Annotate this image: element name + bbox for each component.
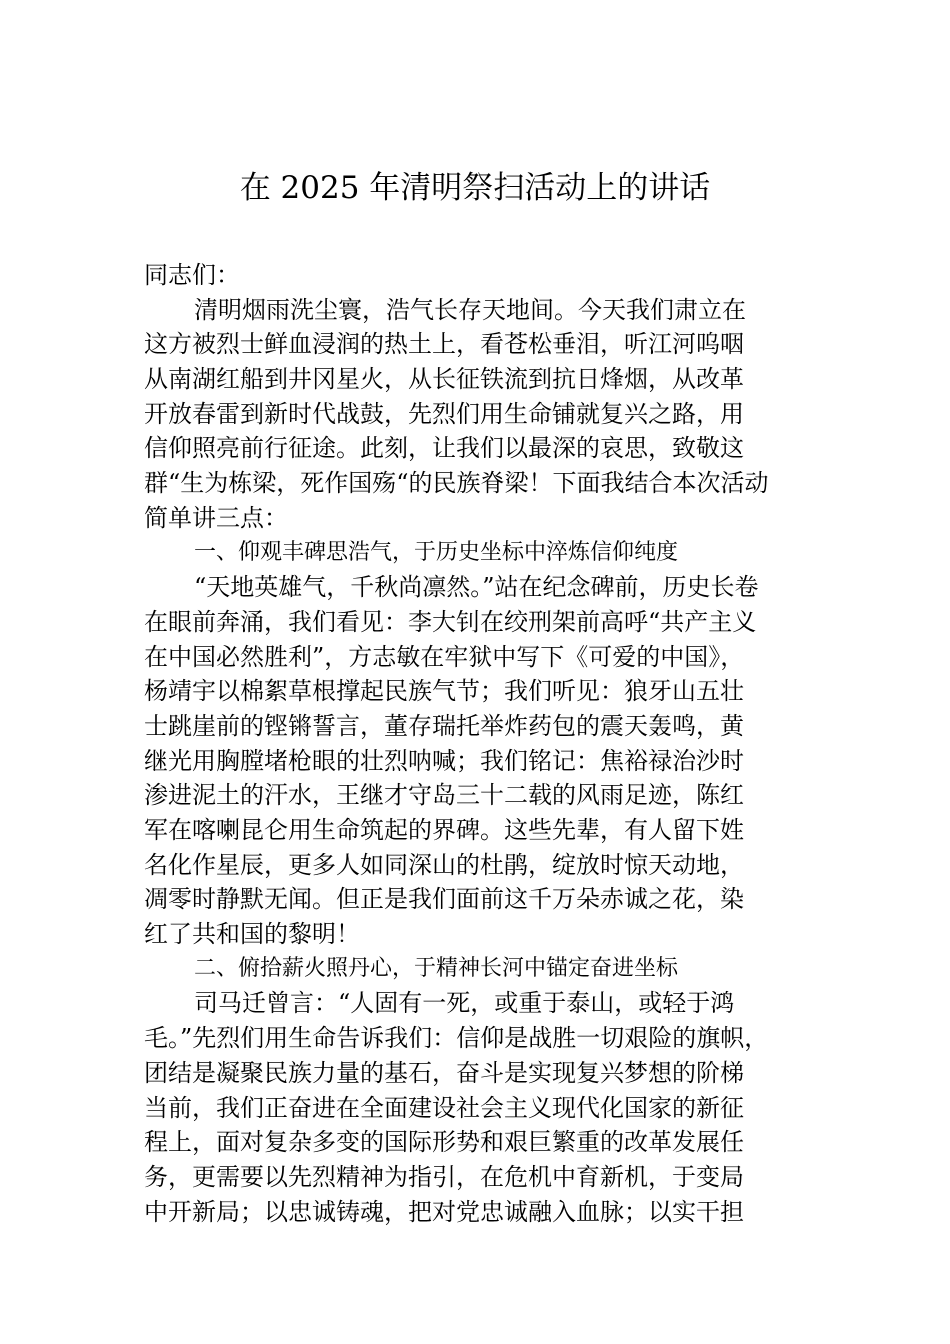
paragraph-line: 清明烟雨洗尘寰，浩气长存天地间。今天我们肃立在 — [194, 295, 746, 324]
paragraph-line: 信仰照亮前行征途。此刻，让我们以最深的哀思，致敬这 — [144, 434, 744, 463]
paragraph-line: 从南湖红船到井冈星火，从长征铁流到抗日烽烟，从改革 — [144, 365, 744, 394]
paragraph-line: 毛。”先烈们用生命告诉我们：信仰是战胜一切艰险的旗帜， — [144, 1024, 769, 1053]
paragraph-line: 程上，面对复杂多变的国际形势和艰巨繁重的改革发展任 — [144, 1128, 744, 1157]
section-heading: 一、仰观丰碑思浩气，于历史坐标中淬炼信仰纯度 — [194, 539, 679, 565]
paragraph-line: 司马迁曾言：“人固有一死，或重于泰山，或轻于鸿 — [194, 989, 735, 1018]
paragraph-line: 中开新局；以忠诚铸魂，把对党忠诚融入血脉；以实干担 — [144, 1197, 744, 1226]
document-body — [144, 258, 824, 1229]
paragraph-line: 凋零时静默无闻。但正是我们面前这千万朵赤诚之花，染 — [144, 885, 744, 914]
paragraph-line: 士跳崖前的铿锵誓言，董存瑞托举炸药包的震天轰鸣，黄 — [144, 711, 744, 740]
paragraph-line: 群“生为栋梁，死作国殇“的民族脊梁！下面我结合本次活动 — [144, 469, 769, 498]
paragraph-line: 务，更需要以先烈精神为指引，在危机中育新机，于变局 — [144, 1162, 744, 1191]
paragraph-line: 名化作星辰，更多人如同深山的杜鹃，绽放时惊天动地， — [144, 850, 744, 879]
document-title: 在 2025 年清明祭扫活动上的讲话 — [239, 170, 711, 206]
paragraph-line: “天地英雄气，千秋尚凛然。”站在纪念碑前，历史长卷 — [194, 573, 759, 602]
paragraph-line: 当前，我们正奋进在全面建设社会主义现代化国家的新征 — [144, 1093, 744, 1122]
section-heading: 二、俯拾薪火照丹心，于精神长河中锚定奋进坐标 — [194, 955, 679, 981]
paragraph-line: 简单讲三点： — [144, 503, 288, 532]
paragraph-line: 开放春雷到新时代战鼓，先烈们用生命铺就复兴之路，用 — [144, 399, 744, 428]
paragraph-line: 红了共和国的黎明！ — [144, 920, 360, 949]
paragraph-line: 团结是凝聚民族力量的基石，奋斗是实现复兴梦想的阶梯 — [144, 1058, 744, 1087]
paragraph-line: 军在喀喇昆仑用生命筑起的界碑。这些先辈，有人留下姓 — [144, 816, 744, 844]
paragraph-line: 渗进泥土的汗水，王继才守岛三十二载的风雨足迹，陈红 — [144, 781, 744, 810]
paragraph-line: 在中国必然胜利”，方志敏在牢狱中写下《可爱的中国》， — [144, 642, 745, 671]
paragraph-line: 杨靖宇以棉絮草根撑起民族气节；我们听见：狼牙山五壮 — [144, 677, 744, 706]
paragraph-line: 这方被烈士鲜血浸润的热土上，看苍松垂泪，听江河呜咽 — [144, 330, 744, 359]
paragraph-line: 继光用胸膛堵枪眼的壮烈呐喊；我们铭记：焦裕禄治沙时 — [144, 746, 744, 775]
paragraph-line: 同志们： — [144, 261, 240, 289]
paragraph-line: 在眼前奔涌，我们看见：李大钊在绞刑架前高呼“共产主义 — [144, 607, 757, 636]
